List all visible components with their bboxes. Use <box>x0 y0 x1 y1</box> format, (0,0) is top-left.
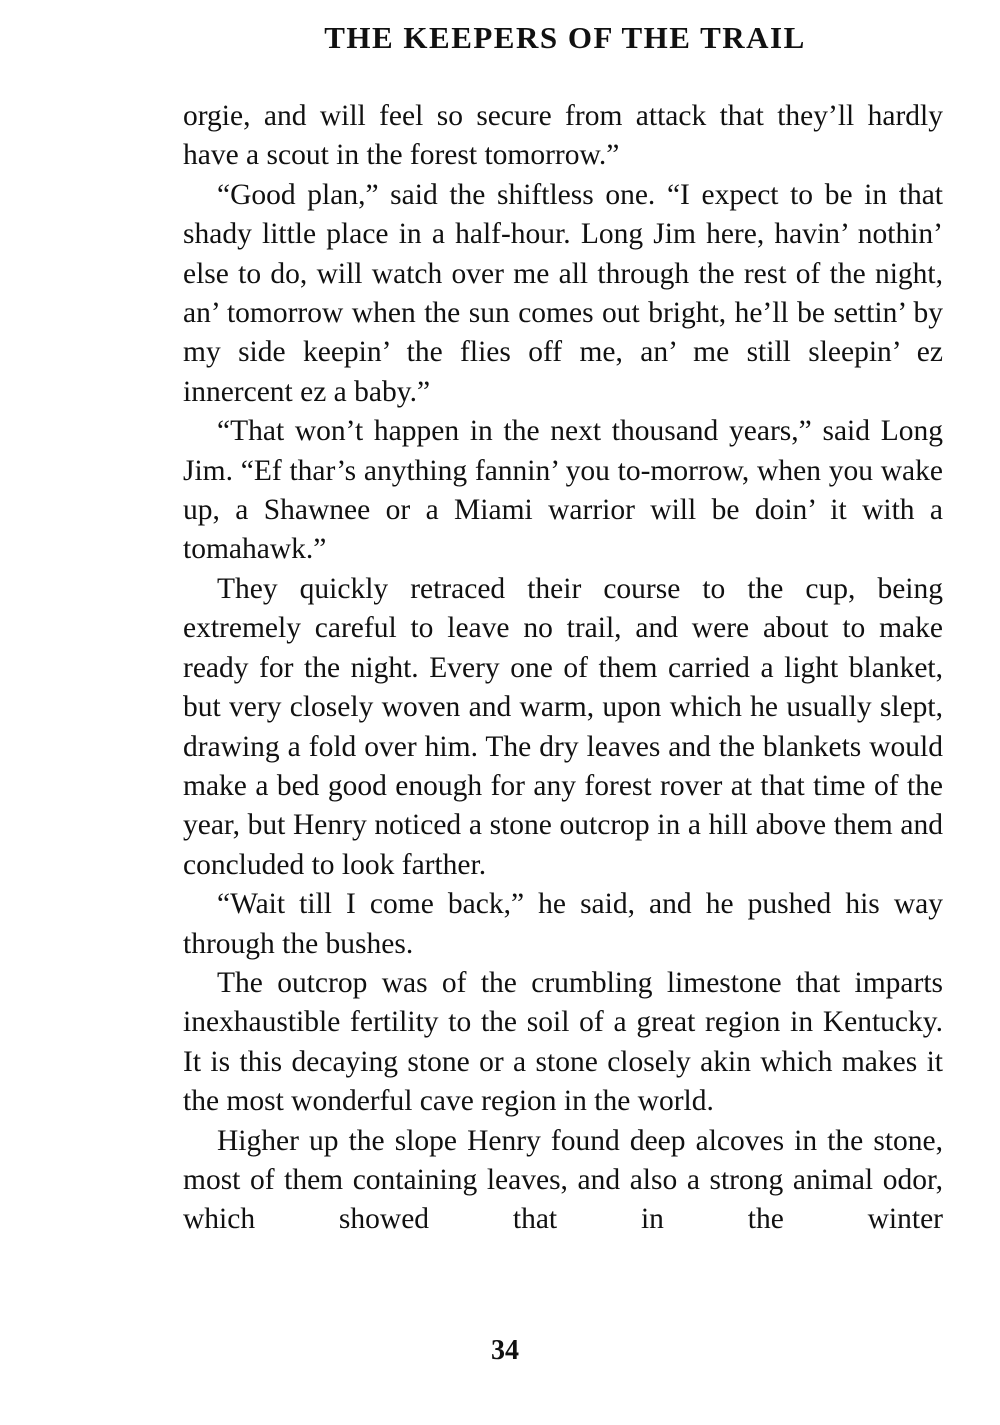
paragraph: Higher up the slope Henry found deep alcoves in the stone, most of them containing leaves, and also a strong animal odor, which showed that in the winter <box>183 1124 943 1236</box>
body-text <box>183 97 943 1240</box>
paragraph: “That won’t happen in the next thousand years,” said Long Jim. “Ef thar’s anything fannin’ you to-morrow, when you wake up, a Shawnee or a Miami warrior will be doin’ it with a tomahawk.” <box>183 415 943 566</box>
page-number: 34 <box>491 1335 519 1366</box>
paragraph: “Wait till I come back,” he said, and he pushed his way through the bushes. <box>183 888 943 960</box>
running-head: THE KEEPERS OF THE TRAIL <box>324 20 806 55</box>
paragraph: The outcrop was of the crumbling limestone that imparts inexhaustible fertility to the soil of a great region in Kentucky. It is this decaying stone or a stone closely akin which makes it the most wonderful cave region in the world. <box>183 966 943 1118</box>
paragraph: They quickly retraced their course to the cup, being extremely careful to leave no trail, and were about to make ready for the night. Every one of them carried a light blanket, but very closely woven and warm, upon which he usually slept, drawing a fold over him. The dry leaves and the blankets would make a bed good enough for any forest rover at that time of the year, but Henry noticed a stone outcrop in a hill above them and concluded to look farther. <box>183 572 943 881</box>
paragraph: orgie, and will feel so secure from attack that they’ll hardly have a scout in the forest tomorrow.” <box>183 100 943 172</box>
paragraph: “Good plan,” said the shiftless one. “I expect to be in that shady little place in a half-hour. Long Jim here, havin’ nothin’ else to do, will watch over me all through the rest of the night, an’ tomorrow when the sun comes out bright, he’ll be settin’ by my side keepin’ the flies off me, an’ me still sleepin’ ez innercent ez a baby.” <box>183 178 943 408</box>
